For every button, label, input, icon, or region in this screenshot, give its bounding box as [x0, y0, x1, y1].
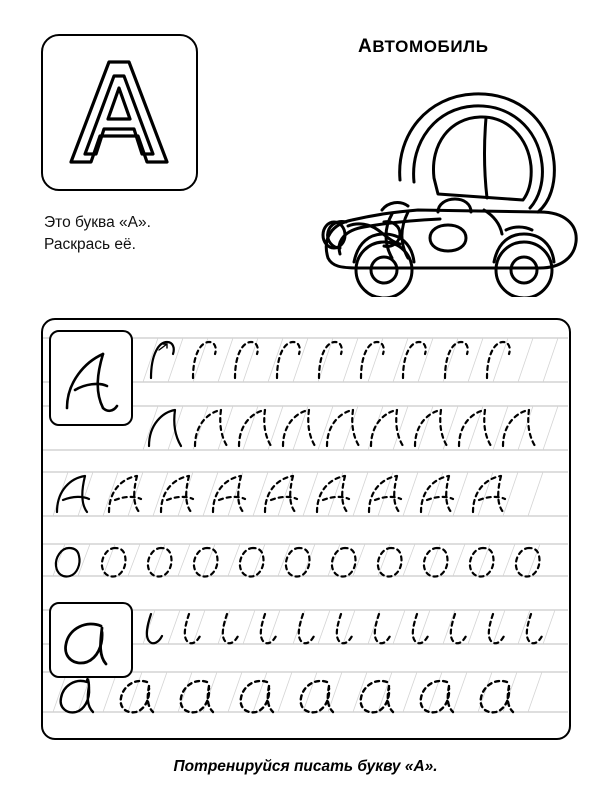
word-first-letter: А	[358, 36, 373, 57]
handwriting-practice-box	[41, 318, 571, 740]
oval-row	[56, 548, 540, 577]
word-title	[358, 36, 489, 58]
capital-a-strokes-row	[149, 410, 535, 446]
cursive-small-a-glyph	[51, 604, 130, 675]
car-illustration	[288, 62, 588, 297]
card-caption	[44, 212, 274, 257]
caption-line-1: Это буква «А».	[44, 214, 151, 231]
small-a-row	[61, 679, 513, 712]
caption-line-2: Раскрась её.	[44, 236, 136, 254]
cursive-capital-a-glyph	[51, 332, 130, 423]
top-section	[0, 0, 611, 310]
footer-instruction: Потренируйся писать букву «А».	[173, 758, 438, 775]
model-box-small	[49, 602, 133, 678]
print-letter-card	[41, 34, 198, 191]
print-letter-a-glyph	[43, 36, 195, 188]
model-box-capital	[49, 330, 133, 426]
word-rest: ВТОМОБИЛЬ	[372, 37, 489, 56]
